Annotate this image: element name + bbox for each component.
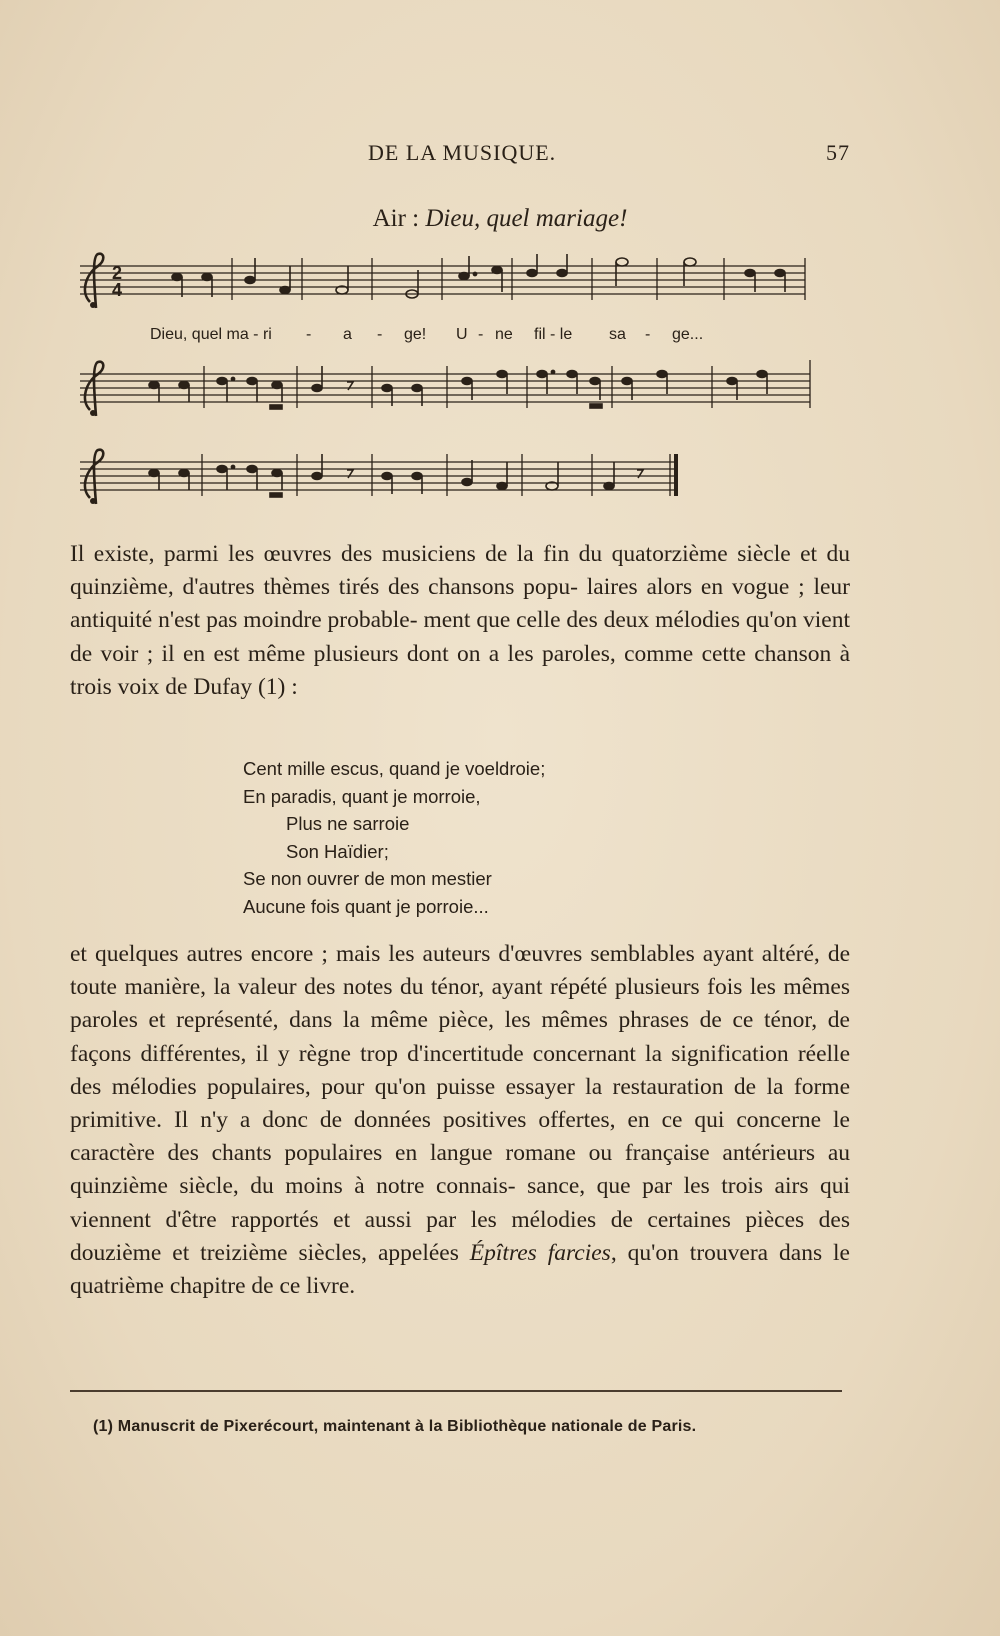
text-line: répété plusieurs fois les mêmes paroles et représenté, dans la même [70,974,850,1034]
music-staff-3 [72,448,852,528]
text-line: pièce, les mêmes phrases de ce ténor, de façons différentes, il y règne [70,1007,850,1067]
poem-line: Cent mille escus, quand je voeldroie; [243,758,546,779]
lyric-syllable: - [478,326,484,343]
text-line: trop d'incertitude concernant la signification réelle des mélodies [70,1040,851,1100]
air-heading [0,205,1000,233]
text-line: et quelques autres encore ; mais les auteurs d'œuvres semblables [70,941,695,967]
lyric-syllable: a [343,326,352,343]
lyric-syllable: ge! [404,326,427,343]
poem-line: Aucune fois quant je porroie... [243,895,489,917]
text-line: laires alors en vogue ; leur antiquité n'est pas moindre probable- [70,574,850,634]
lyric-syllable: ge... [672,326,704,343]
text-line: siècle et du quinzième, d'autres thèmes tirés des chansons popu- [70,541,850,601]
lyric-syllable: fil - le [534,326,573,343]
lyric-syllable: ne [495,326,513,343]
lyric-syllable: - [645,326,651,343]
lyric-syllable: - [377,326,383,343]
treble-clef-icon [85,254,103,308]
time-signature-top: 2 [112,263,123,283]
lyric-syllable: - [306,326,312,343]
poem-line: En paradis, quant je morroie, [243,785,481,807]
text-line: ment que celle des deux mélodies qu'on vient de voir ; il en est [70,607,851,667]
poem-line: Son Haïdier; [286,840,389,862]
footnote: (1) Manuscrit de Pixerécourt, maintenant à la Bibliothèque nationale de Paris. [93,1418,697,1435]
text-line: populaires, pour qu'on puisse essayer la restauration de la forme [207,1073,851,1100]
italic-title: Épîtres farcies [469,1239,611,1266]
air-title: Dieu, quel mariage! [425,205,628,232]
text-line: les mélodies de certaines pièces des douzième et treizième siècles, [70,1206,850,1266]
poem-line: Plus ne sarroie [286,813,410,834]
text-line: concerne le caractère des chants populaires en langue romane ou [70,1107,850,1167]
text-line: même plusieurs dont on a les paroles, comme cette chanson à trois [70,640,851,700]
text-line: ayant altéré, de toute manière, la valeur des notes du ténor, ayant [70,941,850,1001]
paragraph-1 [70,538,850,704]
treble-clef-icon [85,450,103,504]
text-line: française antérieurs au quinzième siècle, du moins à notre connais- [70,1140,850,1200]
lyric-syllable: Dieu, quel ma - ri [150,326,272,343]
text-line: voix de Dufay (1) : [117,673,298,700]
paragraph-2 [70,938,850,1303]
text-line: Il existe, parmi les œuvres des musiciens de la fin du quatorzième [70,541,728,567]
music-staff-2 [72,360,852,440]
text-line: primitive. Il n'y a donc de données positives offertes, en ce qui [70,1107,725,1134]
text-line-start: appelées [377,1239,470,1266]
poem-line: Se non ouvrer de mon mestier [243,868,492,889]
lyric-syllable: U [456,326,468,343]
treble-clef-icon [85,362,103,416]
text-line: sance, que par les trois airs qui viennent d'être rapportés et aussi par [70,1173,851,1233]
lyric-syllable: sa [609,326,626,343]
poem-quotation [243,755,545,920]
text-line: de ce livre. [251,1273,356,1300]
time-signature-bottom: 4 [112,280,123,300]
page-number: 57 [826,140,850,165]
lyrics-line [0,326,1000,350]
air-label: Air : [372,205,420,232]
running-title: DE LA MUSIQUE. [368,140,557,165]
text-line-end: , qu'on trouvera dans le quatrième chapitre [70,1239,850,1300]
notes-staff-1 [172,254,785,298]
footnote-divider [70,1390,842,1392]
